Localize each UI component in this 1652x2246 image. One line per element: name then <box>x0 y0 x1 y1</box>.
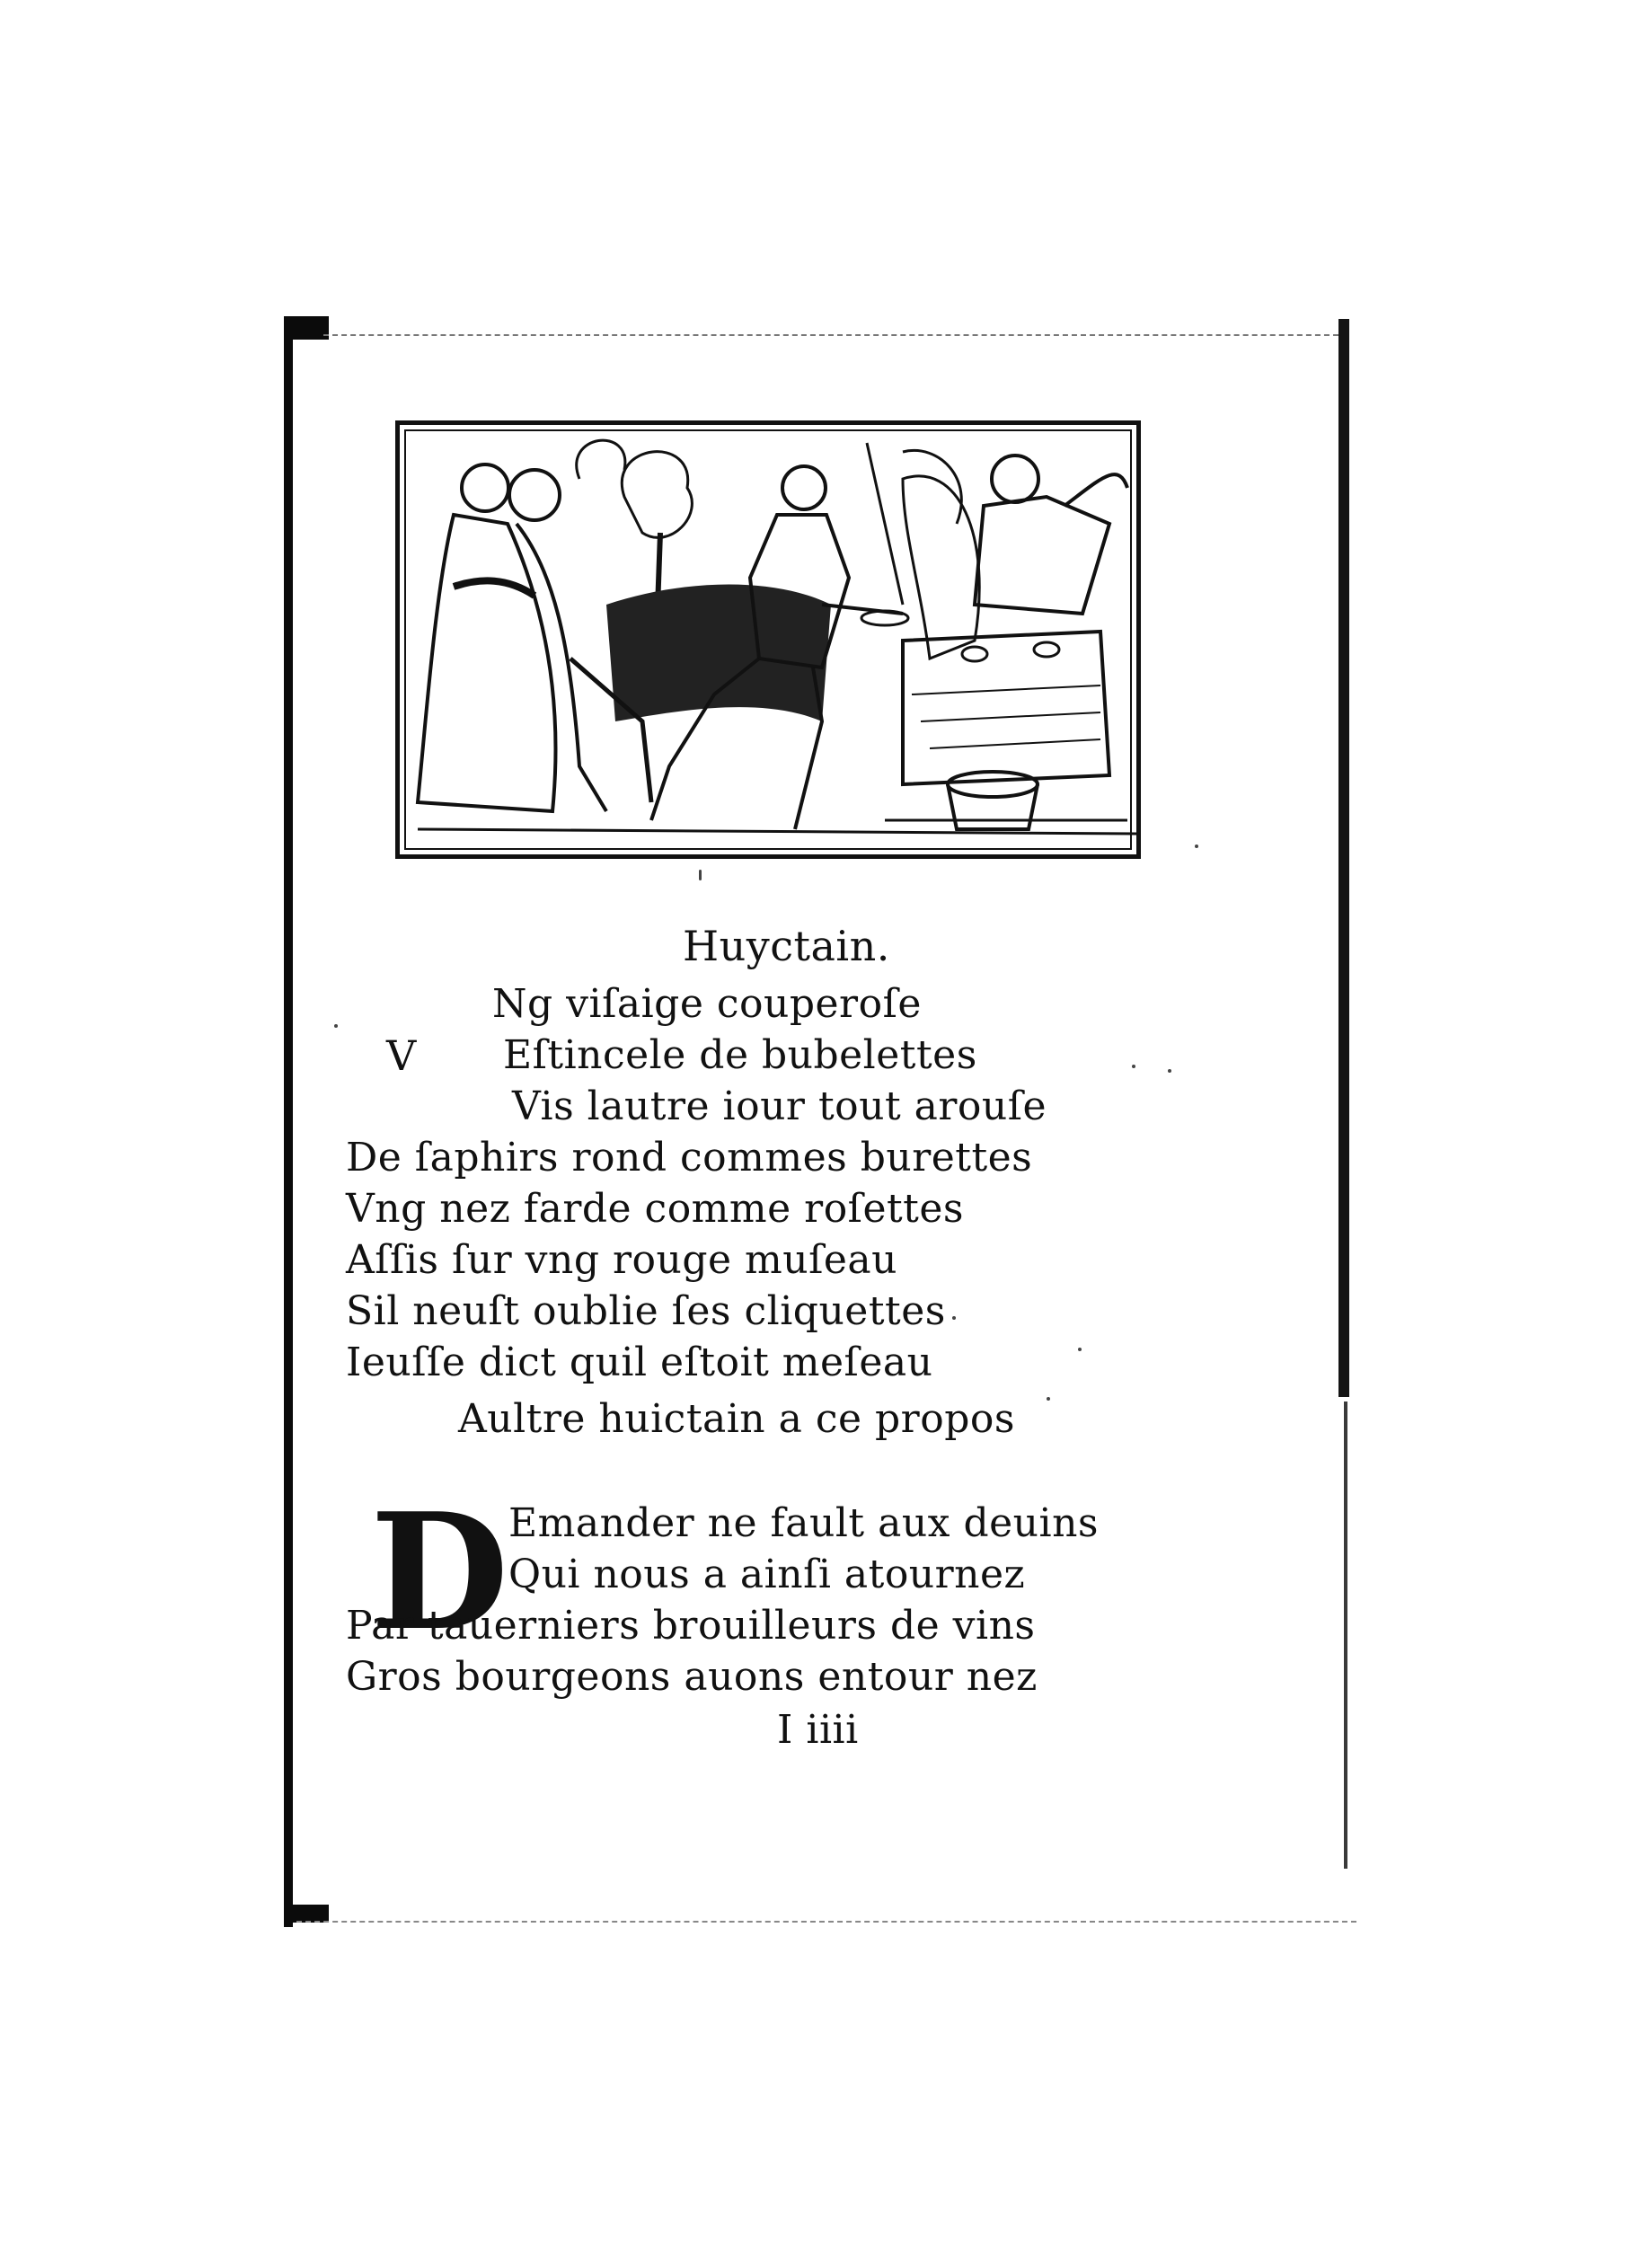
verse2-line-1: Emander ne fault aux deuins <box>508 1500 1099 1546</box>
verse1-line-7: Sil neuſt oublie ſes cliquettes <box>346 1288 946 1334</box>
page-top-rule <box>323 334 1338 336</box>
verse1-line-6: Aſſis ſur vng rouge muſeau <box>346 1237 897 1283</box>
scan-edge-left <box>284 319 293 1927</box>
verse2-line-3: Par tauerniers brouilleurs de vins <box>346 1603 1036 1649</box>
page-bottom-rule <box>296 1921 1356 1923</box>
verse1-line-2: Eſtincele de bubelettes <box>503 1032 977 1078</box>
verse1-line-5: Vng nez farde comme roſettes <box>346 1186 964 1232</box>
scan-edge-right <box>1338 319 1349 1397</box>
verse1-line-3: Vis lautre iour tout arouſe <box>512 1083 1047 1129</box>
signature-mark: I iiii <box>777 1707 859 1753</box>
verse1-line-1: Ng viſaige couperoſe <box>492 981 922 1027</box>
scan-edge-left-bottom <box>284 1905 329 1923</box>
drop-cap-d: D <box>370 1478 509 1666</box>
drop-cap-v: V <box>386 1031 417 1080</box>
scan-edge-left-top <box>284 316 329 340</box>
subheading: Aultre huictain a ce propos <box>458 1396 1015 1442</box>
scan-edge-right-lower <box>1344 1402 1347 1869</box>
woodcut-illustration <box>395 420 1141 859</box>
verse2-line-4: Gros bourgeons auons entour nez <box>346 1654 1038 1700</box>
verse1-line-8: Ieuſſe dict quil eſtoit meſeau <box>346 1340 933 1385</box>
verse2-line-2: Qui nous a ainſi atournez <box>508 1552 1026 1597</box>
verse1-line-4: De ſaphirs rond commes burettes <box>346 1135 1033 1180</box>
section-title: Huyctain. <box>683 922 890 970</box>
